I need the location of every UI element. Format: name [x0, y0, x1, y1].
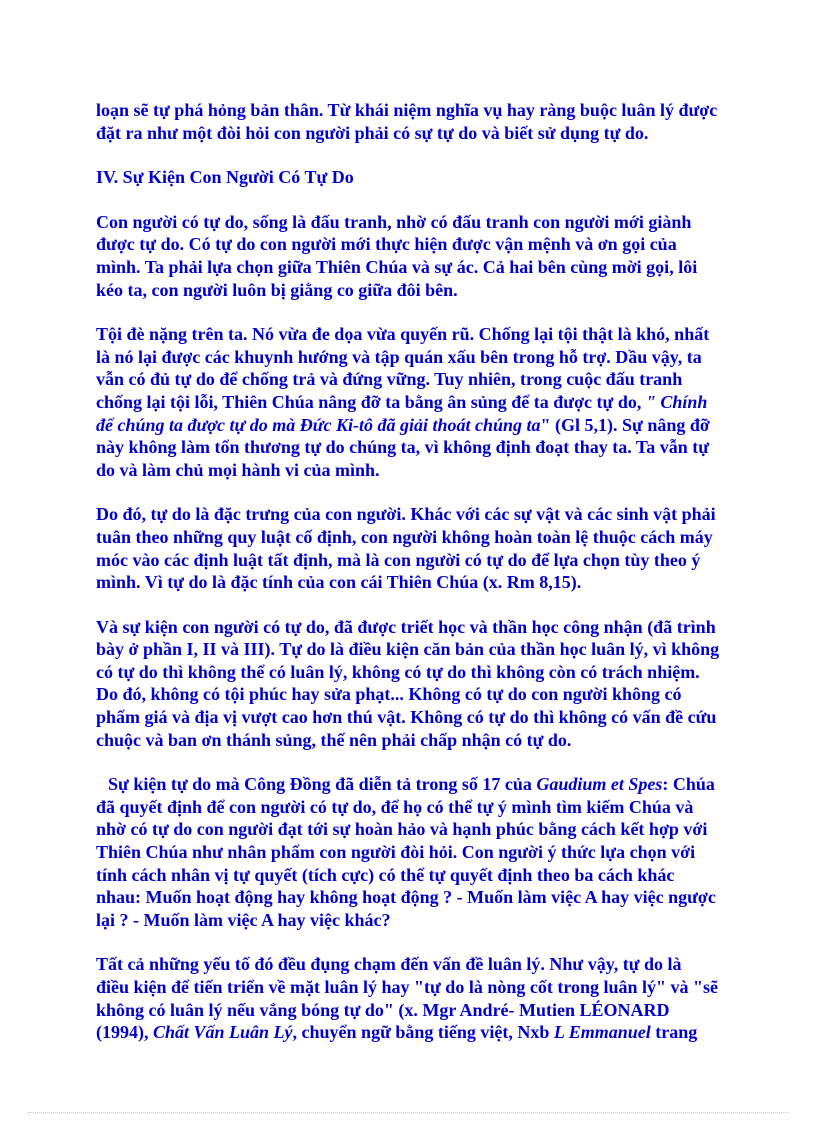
page-footer-divider: [28, 1112, 788, 1113]
text-line: chống lại tội lỗi, Thiên Chúa nâng đỡ ta bằng ân sủng để ta được tự do,: [96, 391, 646, 412]
text-line: điều kiện để tiến triển về mặt luân lý hay "tự do là nòng cốt trong luân lý" và "sẽ: [96, 977, 718, 997]
text-line: móc vào các định luật tất định, mà là con người có tự do để lựa chọn tùy theo ý: [96, 549, 701, 570]
text-line: lại ? - Muốn làm việc A hay việc khác?: [96, 909, 391, 930]
text-line: có tự do thì không thể có luân lý, không có tự do thì không còn có trách nhiệm.: [96, 661, 700, 682]
text-line: bày ở phần I, II và III). Tự do là điều kiện căn bản của thần học luân lý, vì không: [96, 639, 720, 660]
text-line: Do đó, tự do là đặc trưng của con người. Khác với các sự vật và các sinh vật phải: [96, 504, 716, 525]
scripture-quote: " Chính: [645, 391, 708, 412]
text-line: chuộc và ban ơn thánh sủng, thế nên phải chấp nhận có tự do.: [96, 729, 572, 750]
text-line: nhau: Muốn hoạt động hay không hoạt động ? - Muốn làm việc A hay việc ngược: [96, 887, 716, 908]
text-line: do và làm chủ mọi hành vi của mình.: [96, 459, 380, 480]
paragraph: [96, 503, 726, 593]
paragraph: [96, 211, 726, 301]
scripture-quote: để chúng ta được tự do mà Đức Ki-tô đã giải thoát chúng ta: [96, 414, 541, 435]
text-line: Sự kiện tự do mà Công Đồng đã diễn tả trong số 17 của: [108, 774, 537, 795]
paragraph: [96, 99, 726, 144]
text-line: tính cách nhân vị tự quyết (tích cực) có thể tự quyết định theo ba cách khác: [96, 864, 675, 885]
text-line: đặt ra như một đòi hỏi con người phải có sự tự do và biết sử dụng tự do.: [96, 122, 649, 143]
text-line: Con người có tự do, sống là đấu tranh, nhờ có đấu tranh con người mới giành: [96, 211, 692, 232]
text-line: trang: [650, 1022, 698, 1043]
text-line: không có luân lý nếu vắng bóng tự do" (x. Mgr André- Mutien LÉONARD: [96, 999, 670, 1020]
text-line: tuân theo những quy luật cố định, con người không hoàn toàn lệ thuộc cách máy: [96, 526, 713, 547]
text-line: phẩm giá và địa vị vượt cao hơn thú vật. Không có tự do thì không có vấn đề cứu: [96, 707, 717, 728]
text-line: Và sự kiện con người có tự do, đã được triết học và thần học công nhận (đã trình: [96, 616, 716, 637]
text-line: mình. Ta phải lựa chọn giữa Thiên Chúa và sự ác. Cả hai bên cùng mời gọi, lôi: [96, 256, 698, 277]
paragraph: [96, 616, 726, 752]
text-line: Thiên Chúa như nhân phẩm con người đòi hỏi. Con người ý thức lựa chọn với: [96, 842, 696, 863]
text-line: là nó lại được các khuynh hướng và tập quán xấu bên trong hỗ trợ. Dầu vậy, ta: [96, 346, 702, 367]
document-body: [96, 99, 726, 1044]
section-heading: IV. Sự Kiện Con Người Có Tự Do: [96, 167, 354, 188]
text-line: kéo ta, con người luôn bị giằng co giữa đôi bên.: [96, 279, 458, 300]
book-title: Chất Vấn Luân Lý: [153, 1022, 293, 1043]
text-line: này không làm tổn thương tự do chúng ta, vì không định đoạt thay ta. Ta vẫn tự: [96, 437, 710, 458]
text-line: " (Gl 5,1). Sự nâng đỡ: [540, 414, 710, 435]
publisher-name: L Emmanuel: [553, 1022, 651, 1043]
text-line: nhờ có tự do con người đạt tới sự hoàn hảo và hạnh phúc bằng cách kết hợp với: [96, 819, 708, 840]
text-line: : Chúa: [662, 774, 715, 795]
text-line: được tự do. Có tự do con người mới thực hiện được vận mệnh và ơn gọi của: [96, 234, 677, 255]
text-line: (1994),: [96, 1022, 153, 1043]
text-line: mình. Vì tự do là đặc tính của con cái Thiên Chúa (x. Rm 8,15).: [96, 572, 582, 593]
paragraph: [96, 773, 726, 931]
text-line: Tất cả những yếu tố đó đều đụng chạm đến vấn đề luân lý. Như vậy, tự do là: [96, 954, 682, 975]
paragraph: [96, 323, 726, 481]
text-line: , chuyển ngữ bằng tiếng việt, Nxb: [292, 1022, 554, 1043]
text-line: đã quyết định để con người có tự do, để họ có thể tự ý mình tìm kiếm Chúa và: [96, 796, 694, 817]
text-line: Do đó, không có tội phúc hay sửa phạt... Không có tự do con người không có: [96, 684, 682, 705]
text-line: vẫn có đủ tự do để chống trả và đứng vững. Tuy nhiên, trong cuộc đấu tranh: [96, 369, 683, 390]
paragraph: [96, 953, 726, 1043]
document-title: Gaudium et Spes: [536, 774, 663, 795]
text-line: loạn sẽ tự phá hỏng bản thân. Từ khái niệm nghĩa vụ hay ràng buộc luân lý được: [96, 100, 718, 120]
text-line: Tội đè nặng trên ta. Nó vừa đe dọa vừa quyến rũ. Chống lại tội thật là khó, nhất: [96, 324, 710, 345]
